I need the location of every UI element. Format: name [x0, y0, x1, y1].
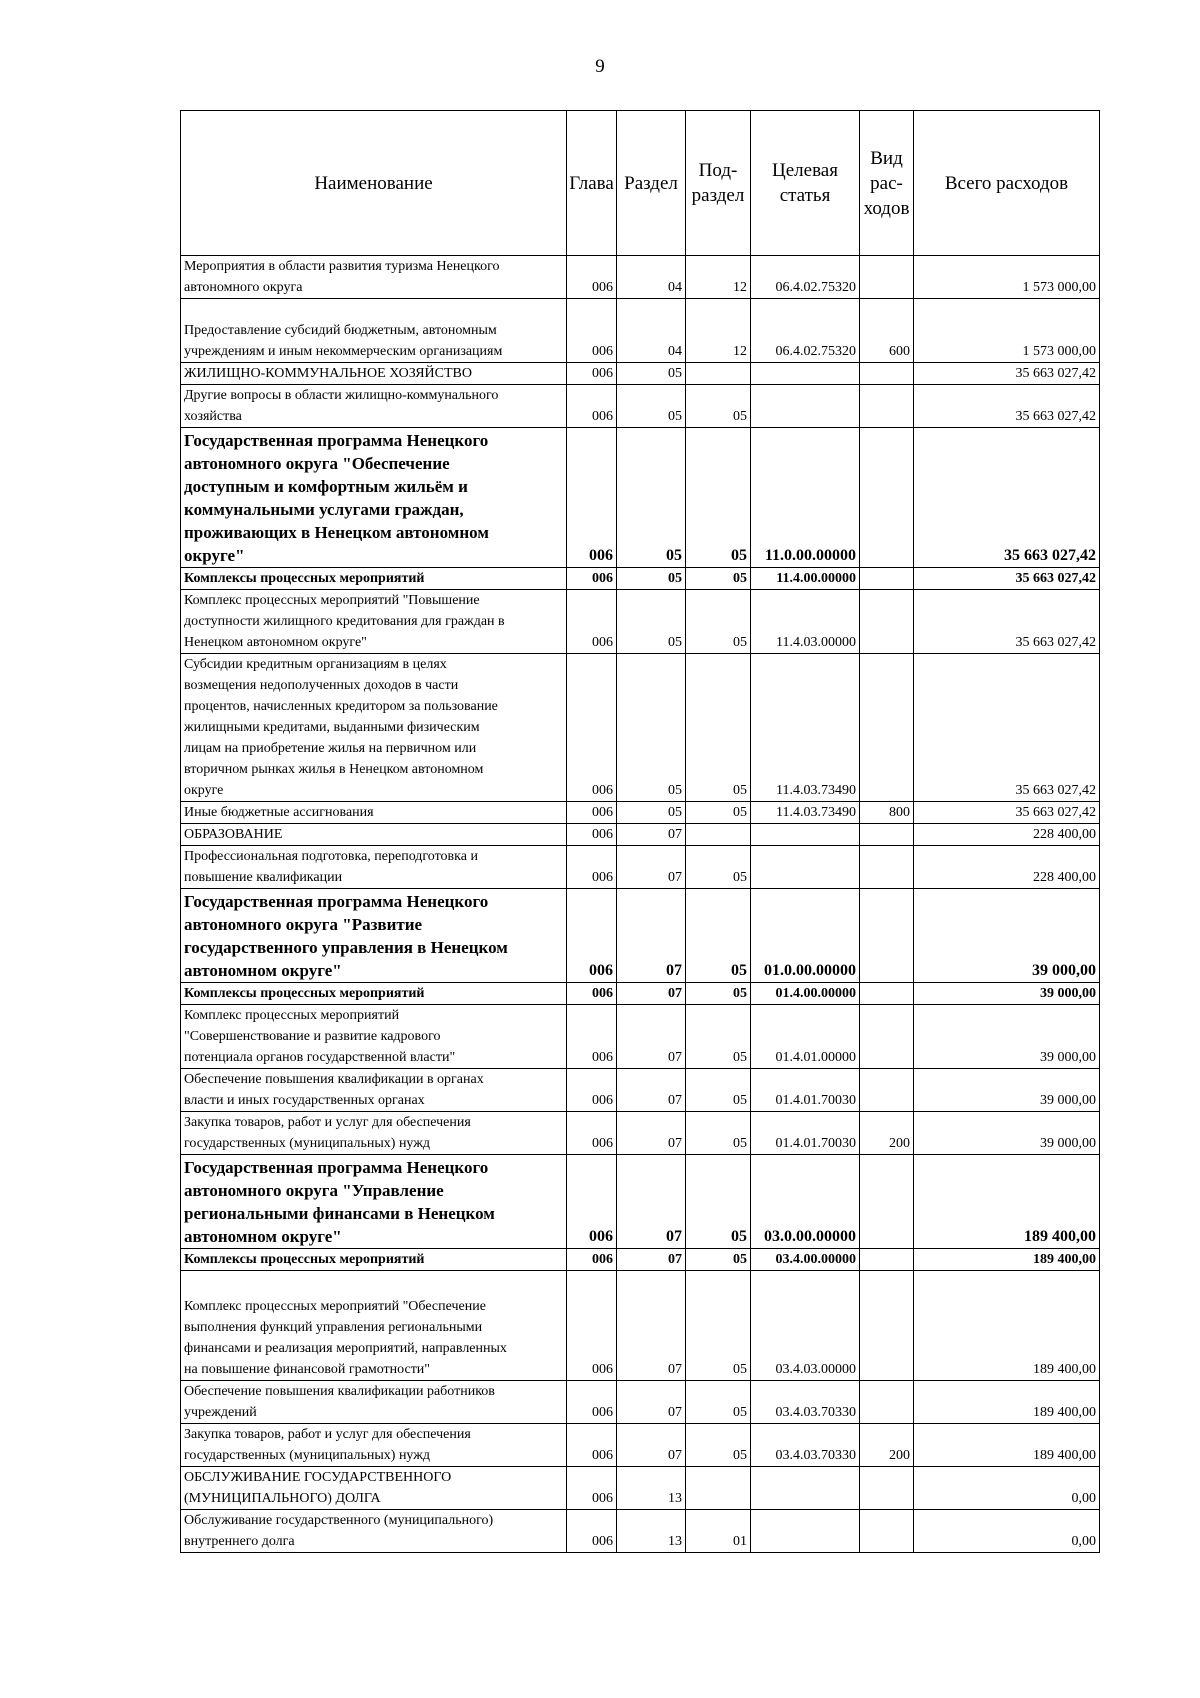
cell-total: 189 400,00: [914, 1155, 1100, 1249]
cell-total: 189 400,00: [914, 1249, 1100, 1271]
page-number: 9: [595, 56, 605, 77]
cell-celevaya-statya: [751, 846, 860, 889]
cell-podrazdel: 12: [686, 256, 751, 299]
cell-celevaya-statya: [751, 363, 860, 385]
header-glava: Глава: [567, 111, 617, 256]
cell-celevaya-statya: 11.4.03.73490: [751, 802, 860, 824]
table-header-row: [181, 111, 1100, 256]
cell-total: 228 400,00: [914, 846, 1100, 889]
cell-razdel: 07: [617, 1112, 686, 1155]
cell-celevaya-statya: 03.4.03.00000: [751, 1271, 860, 1381]
table-row: [181, 1424, 1100, 1467]
cell-razdel: 13: [617, 1467, 686, 1510]
header-vid-raskhodov: Вид рас- ходов: [860, 111, 914, 256]
cell-vid-raskhodov: [860, 590, 914, 654]
cell-vid-raskhodov: [860, 363, 914, 385]
cell-vid-raskhodov: [860, 846, 914, 889]
cell-podrazdel: 05: [686, 1424, 751, 1467]
cell-total: 0,00: [914, 1467, 1100, 1510]
cell-vid-raskhodov: 200: [860, 1424, 914, 1467]
cell-podrazdel: 05: [686, 1155, 751, 1249]
cell-vid-raskhodov: [860, 1155, 914, 1249]
cell-razdel: 07: [617, 983, 686, 1005]
table-row: [181, 1271, 1100, 1381]
cell-razdel: 07: [617, 1155, 686, 1249]
cell-celevaya-statya: 11.4.03.73490: [751, 654, 860, 802]
cell-celevaya-statya: [751, 1467, 860, 1510]
cell-name: Комплексы процессных мероприятий: [181, 568, 567, 590]
cell-name: ОБРАЗОВАНИЕ: [181, 824, 567, 846]
cell-podrazdel: 05: [686, 568, 751, 590]
cell-total: 228 400,00: [914, 824, 1100, 846]
cell-name: Мероприятия в области развития туризма Ненецкого автономного округа: [181, 256, 567, 299]
cell-celevaya-statya: [751, 385, 860, 428]
cell-vid-raskhodov: 800: [860, 802, 914, 824]
cell-razdel: 04: [617, 299, 686, 363]
cell-celevaya-statya: 03.0.00.00000: [751, 1155, 860, 1249]
table-row: [181, 889, 1100, 983]
cell-glava: 006: [567, 983, 617, 1005]
cell-vid-raskhodov: [860, 824, 914, 846]
table-row: [181, 824, 1100, 846]
cell-name: Иные бюджетные ассигнования: [181, 802, 567, 824]
cell-total: 35 663 027,42: [914, 385, 1100, 428]
cell-name: Закупка товаров, работ и услуг для обеспечения государственных (муниципальных) нужд: [181, 1424, 567, 1467]
cell-total: 39 000,00: [914, 1069, 1100, 1112]
cell-celevaya-statya: 11.4.03.00000: [751, 590, 860, 654]
cell-celevaya-statya: 03.4.03.70330: [751, 1424, 860, 1467]
cell-vid-raskhodov: [860, 428, 914, 568]
cell-vid-raskhodov: 200: [860, 1112, 914, 1155]
cell-razdel: 07: [617, 846, 686, 889]
cell-razdel: 07: [617, 1005, 686, 1069]
cell-podrazdel: 05: [686, 590, 751, 654]
cell-glava: 006: [567, 824, 617, 846]
cell-total: 39 000,00: [914, 889, 1100, 983]
cell-razdel: 05: [617, 568, 686, 590]
cell-glava: 006: [567, 299, 617, 363]
cell-vid-raskhodov: 600: [860, 299, 914, 363]
cell-vid-raskhodov: [860, 1510, 914, 1553]
cell-podrazdel: 05: [686, 385, 751, 428]
cell-name: ЖИЛИЩНО-КОММУНАЛЬНОЕ ХОЗЯЙСТВО: [181, 363, 567, 385]
cell-celevaya-statya: [751, 824, 860, 846]
cell-total: 35 663 027,42: [914, 802, 1100, 824]
cell-razdel: 07: [617, 1271, 686, 1381]
cell-razdel: 04: [617, 256, 686, 299]
budget-table: [180, 110, 1100, 1553]
cell-razdel: 05: [617, 428, 686, 568]
cell-razdel: 07: [617, 1249, 686, 1271]
cell-glava: 006: [567, 802, 617, 824]
cell-celevaya-statya: [751, 1510, 860, 1553]
cell-glava: 006: [567, 889, 617, 983]
table-row: [181, 1467, 1100, 1510]
cell-vid-raskhodov: [860, 889, 914, 983]
cell-name: Комплексы процессных мероприятий: [181, 983, 567, 1005]
cell-vid-raskhodov: [860, 1381, 914, 1424]
cell-glava: 006: [567, 1424, 617, 1467]
cell-name: Государственная программа Ненецкого автономного округа "Обеспечение доступным и комфортным жильём и коммунальными услугами граждан, проживающих в Ненецком автономном округе": [181, 428, 567, 568]
header-name: Наименование: [181, 111, 567, 256]
cell-razdel: 05: [617, 363, 686, 385]
cell-glava: 006: [567, 590, 617, 654]
cell-glava: 006: [567, 1249, 617, 1271]
cell-name: Обеспечение повышения квалификации работников учреждений: [181, 1381, 567, 1424]
cell-podrazdel: 05: [686, 802, 751, 824]
cell-glava: 006: [567, 1155, 617, 1249]
cell-name: Комплексы процессных мероприятий: [181, 1249, 567, 1271]
cell-total: 35 663 027,42: [914, 363, 1100, 385]
cell-vid-raskhodov: [860, 385, 914, 428]
cell-podrazdel: 01: [686, 1510, 751, 1553]
cell-podrazdel: 05: [686, 889, 751, 983]
cell-podrazdel: [686, 824, 751, 846]
cell-glava: 006: [567, 654, 617, 802]
cell-razdel: 05: [617, 590, 686, 654]
header-total: Всего расходов: [914, 111, 1100, 256]
cell-total: 39 000,00: [914, 1112, 1100, 1155]
cell-razdel: 07: [617, 824, 686, 846]
header-celevaya-statya: Целевая статья: [751, 111, 860, 256]
cell-razdel: 07: [617, 889, 686, 983]
cell-name: Обслуживание государственного (муниципального) внутреннего долга: [181, 1510, 567, 1553]
cell-name: Государственная программа Ненецкого автономного округа "Развитие государственного управления в Ненецком автономном округе": [181, 889, 567, 983]
cell-razdel: 07: [617, 1069, 686, 1112]
cell-celevaya-statya: 03.4.00.00000: [751, 1249, 860, 1271]
cell-name: Комплекс процессных мероприятий "Повышение доступности жилищного кредитования для граждан в Ненецком автономном округе": [181, 590, 567, 654]
cell-vid-raskhodov: [860, 983, 914, 1005]
cell-razdel: 07: [617, 1381, 686, 1424]
header-podrazdel: Под- раздел: [686, 111, 751, 256]
cell-total: 39 000,00: [914, 1005, 1100, 1069]
table-row: [181, 1112, 1100, 1155]
cell-glava: 006: [567, 385, 617, 428]
cell-podrazdel: 05: [686, 1112, 751, 1155]
cell-celevaya-statya: 11.4.00.00000: [751, 568, 860, 590]
cell-vid-raskhodov: [860, 256, 914, 299]
cell-name: Государственная программа Ненецкого автономного округа "Управление региональными финансами в Ненецком автономном округе": [181, 1155, 567, 1249]
cell-razdel: 07: [617, 1424, 686, 1467]
cell-name: ОБСЛУЖИВАНИЕ ГОСУДАРСТВЕННОГО (МУНИЦИПАЛЬНОГО) ДОЛГА: [181, 1467, 567, 1510]
table-row: [181, 363, 1100, 385]
cell-total: 189 400,00: [914, 1424, 1100, 1467]
cell-name: Обеспечение повышения квалификации в органах власти и иных государственных органах: [181, 1069, 567, 1112]
table-row: [181, 1249, 1100, 1271]
table-row: [181, 654, 1100, 802]
cell-total: 189 400,00: [914, 1381, 1100, 1424]
cell-razdel: 05: [617, 654, 686, 802]
cell-name: Предоставление субсидий бюджетным, автономным учреждениям и иным некоммерческим организациям: [181, 299, 567, 363]
cell-podrazdel: 12: [686, 299, 751, 363]
cell-name: Комплекс процессных мероприятий "Совершенствование и развитие кадрового потенциала органов государственной власти": [181, 1005, 567, 1069]
cell-glava: 006: [567, 1510, 617, 1553]
table-body: [181, 256, 1100, 1553]
table-row: [181, 590, 1100, 654]
cell-vid-raskhodov: [860, 568, 914, 590]
table-row: [181, 802, 1100, 824]
cell-vid-raskhodov: [860, 1467, 914, 1510]
cell-razdel: 13: [617, 1510, 686, 1553]
cell-total: 35 663 027,42: [914, 568, 1100, 590]
table-row: [181, 299, 1100, 363]
cell-podrazdel: 05: [686, 1271, 751, 1381]
cell-celevaya-statya: 01.4.01.00000: [751, 1005, 860, 1069]
table-row: [181, 256, 1100, 299]
cell-podrazdel: 05: [686, 654, 751, 802]
cell-vid-raskhodov: [860, 1249, 914, 1271]
cell-glava: 006: [567, 1467, 617, 1510]
cell-celevaya-statya: 11.0.00.00000: [751, 428, 860, 568]
cell-glava: 006: [567, 363, 617, 385]
cell-podrazdel: 05: [686, 1005, 751, 1069]
cell-name: Другие вопросы в области жилищно-коммунального хозяйства: [181, 385, 567, 428]
cell-podrazdel: [686, 363, 751, 385]
cell-total: 35 663 027,42: [914, 590, 1100, 654]
cell-podrazdel: 05: [686, 1069, 751, 1112]
cell-glava: 006: [567, 1112, 617, 1155]
table-row: [181, 846, 1100, 889]
cell-podrazdel: 05: [686, 983, 751, 1005]
cell-podrazdel: 05: [686, 1249, 751, 1271]
cell-total: 189 400,00: [914, 1271, 1100, 1381]
cell-vid-raskhodov: [860, 654, 914, 802]
cell-name: Закупка товаров, работ и услуг для обеспечения государственных (муниципальных) нужд: [181, 1112, 567, 1155]
table-row: [181, 1381, 1100, 1424]
cell-podrazdel: 05: [686, 1381, 751, 1424]
cell-total: 1 573 000,00: [914, 299, 1100, 363]
cell-total: 35 663 027,42: [914, 654, 1100, 802]
table-row: [181, 428, 1100, 568]
table-row: [181, 385, 1100, 428]
cell-total: 39 000,00: [914, 983, 1100, 1005]
table-row: [181, 568, 1100, 590]
cell-podrazdel: [686, 1467, 751, 1510]
cell-glava: 006: [567, 1069, 617, 1112]
cell-celevaya-statya: 01.0.00.00000: [751, 889, 860, 983]
cell-celevaya-statya: 06.4.02.75320: [751, 299, 860, 363]
table-row: [181, 1069, 1100, 1112]
cell-celevaya-statya: 06.4.02.75320: [751, 256, 860, 299]
table-row: [181, 1155, 1100, 1249]
cell-name: Комплекс процессных мероприятий "Обеспечение выполнения функций управления региональными финансами и реализация мероприятий, направленных на повышение финансовой грамотности": [181, 1271, 567, 1381]
cell-total: 0,00: [914, 1510, 1100, 1553]
cell-celevaya-statya: 01.4.00.00000: [751, 983, 860, 1005]
cell-celevaya-statya: 01.4.01.70030: [751, 1069, 860, 1112]
cell-name: Профессиональная подготовка, переподготовка и повышение квалификации: [181, 846, 567, 889]
table-row: [181, 983, 1100, 1005]
cell-podrazdel: 05: [686, 428, 751, 568]
cell-celevaya-statya: 01.4.01.70030: [751, 1112, 860, 1155]
cell-glava: 006: [567, 1271, 617, 1381]
cell-vid-raskhodov: [860, 1005, 914, 1069]
cell-name: Субсидии кредитным организациям в целях возмещения недополученных доходов в части процентов, начисленных кредитором за пользование жилищными кредитами, выданными физическим лицам на приобретение жилья на первичном или вторичном рынках жилья в Ненецком автономном округе: [181, 654, 567, 802]
cell-glava: 006: [567, 568, 617, 590]
cell-glava: 006: [567, 256, 617, 299]
cell-podrazdel: 05: [686, 846, 751, 889]
cell-glava: 006: [567, 1005, 617, 1069]
cell-razdel: 05: [617, 802, 686, 824]
cell-glava: 006: [567, 846, 617, 889]
cell-vid-raskhodov: [860, 1069, 914, 1112]
cell-total: 35 663 027,42: [914, 428, 1100, 568]
cell-glava: 006: [567, 428, 617, 568]
cell-razdel: 05: [617, 385, 686, 428]
cell-glava: 006: [567, 1381, 617, 1424]
table-row: [181, 1005, 1100, 1069]
cell-vid-raskhodov: [860, 1271, 914, 1381]
cell-total: 1 573 000,00: [914, 256, 1100, 299]
header-razdel: Раздел: [617, 111, 686, 256]
cell-celevaya-statya: 03.4.03.70330: [751, 1381, 860, 1424]
table-row: [181, 1510, 1100, 1553]
